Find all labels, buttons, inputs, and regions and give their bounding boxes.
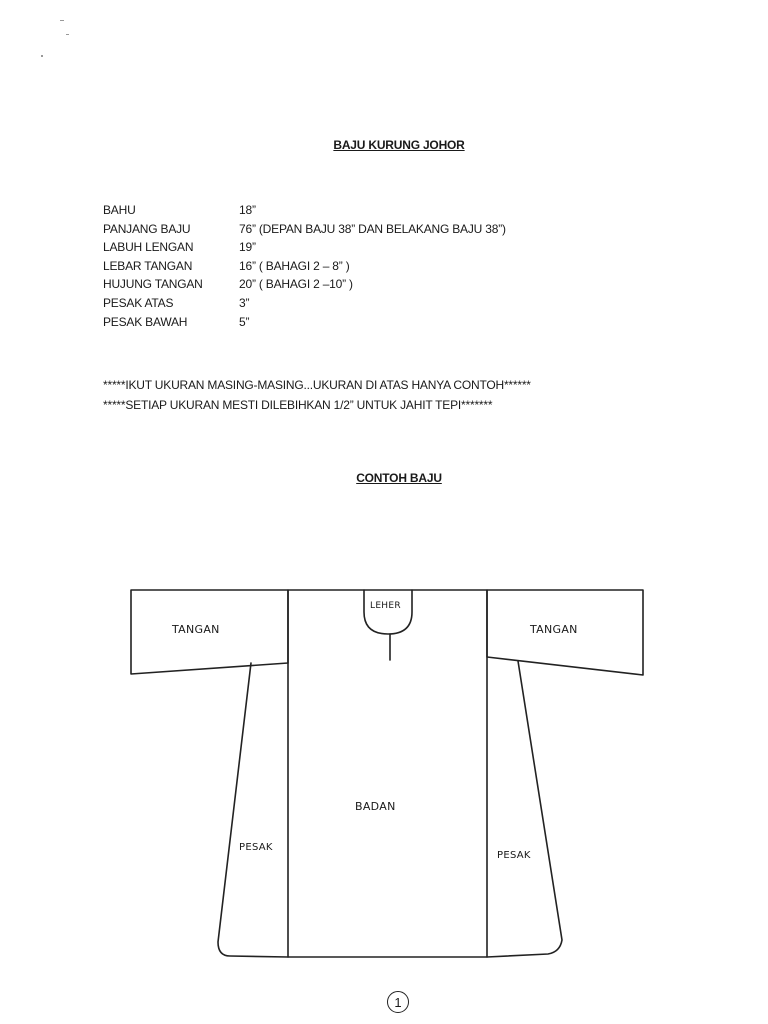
measurement-value: 3” (239, 295, 250, 310)
measurement-value: 5” (239, 314, 250, 329)
left-pesak-outline (218, 663, 288, 957)
measurement-value: 19” (239, 240, 256, 255)
measurement-value: 20” ( BAHAGI 2 –10” ) (239, 277, 353, 292)
example-heading: CONTOH BAJU (356, 471, 442, 485)
measurement-label: PESAK BAWAH (103, 314, 188, 329)
body-outline (288, 590, 487, 957)
measurement-label: LEBAR TANGAN (103, 258, 193, 273)
measurement-label: BAHU (103, 203, 136, 217)
pesak-left-label: PESAK (239, 842, 273, 853)
tangan-right-label: TANGAN (530, 623, 578, 636)
note-line: *****IKUT UKURAN MASING-MASING...UKURAN DI ATAS HANYA CONTOH****** (103, 378, 531, 392)
document-title: BAJU KURUNG JOHOR (333, 138, 465, 152)
page-number: 1 (387, 991, 409, 1013)
tangan-left-label: TANGAN (172, 623, 220, 636)
measurement-value: 18” (239, 203, 256, 217)
measurement-label: HUJUNG TANGAN (103, 277, 203, 292)
measurement-label: PESAK ATAS (103, 295, 174, 310)
measurement-label: LABUH LENGAN (103, 240, 194, 255)
pesak-right-label: PESAK (497, 850, 531, 861)
measurement-value: 76” (DEPAN BAJU 38” DAN BELAKANG BAJU 38”) (239, 221, 506, 236)
measurement-label: PANJANG BAJU (103, 221, 191, 236)
badan-label: BADAN (355, 800, 396, 813)
measurement-value: 16” ( BAHAGI 2 – 8” ) (239, 258, 350, 273)
note-line: *****SETIAP UKURAN MESTI DILEBIHKAN 1/2” UNTUK JAHIT TEPI******* (103, 398, 493, 412)
leher-label: LEHER (370, 601, 401, 611)
right-pesak-outline (487, 661, 562, 957)
neck-outline (364, 590, 412, 634)
